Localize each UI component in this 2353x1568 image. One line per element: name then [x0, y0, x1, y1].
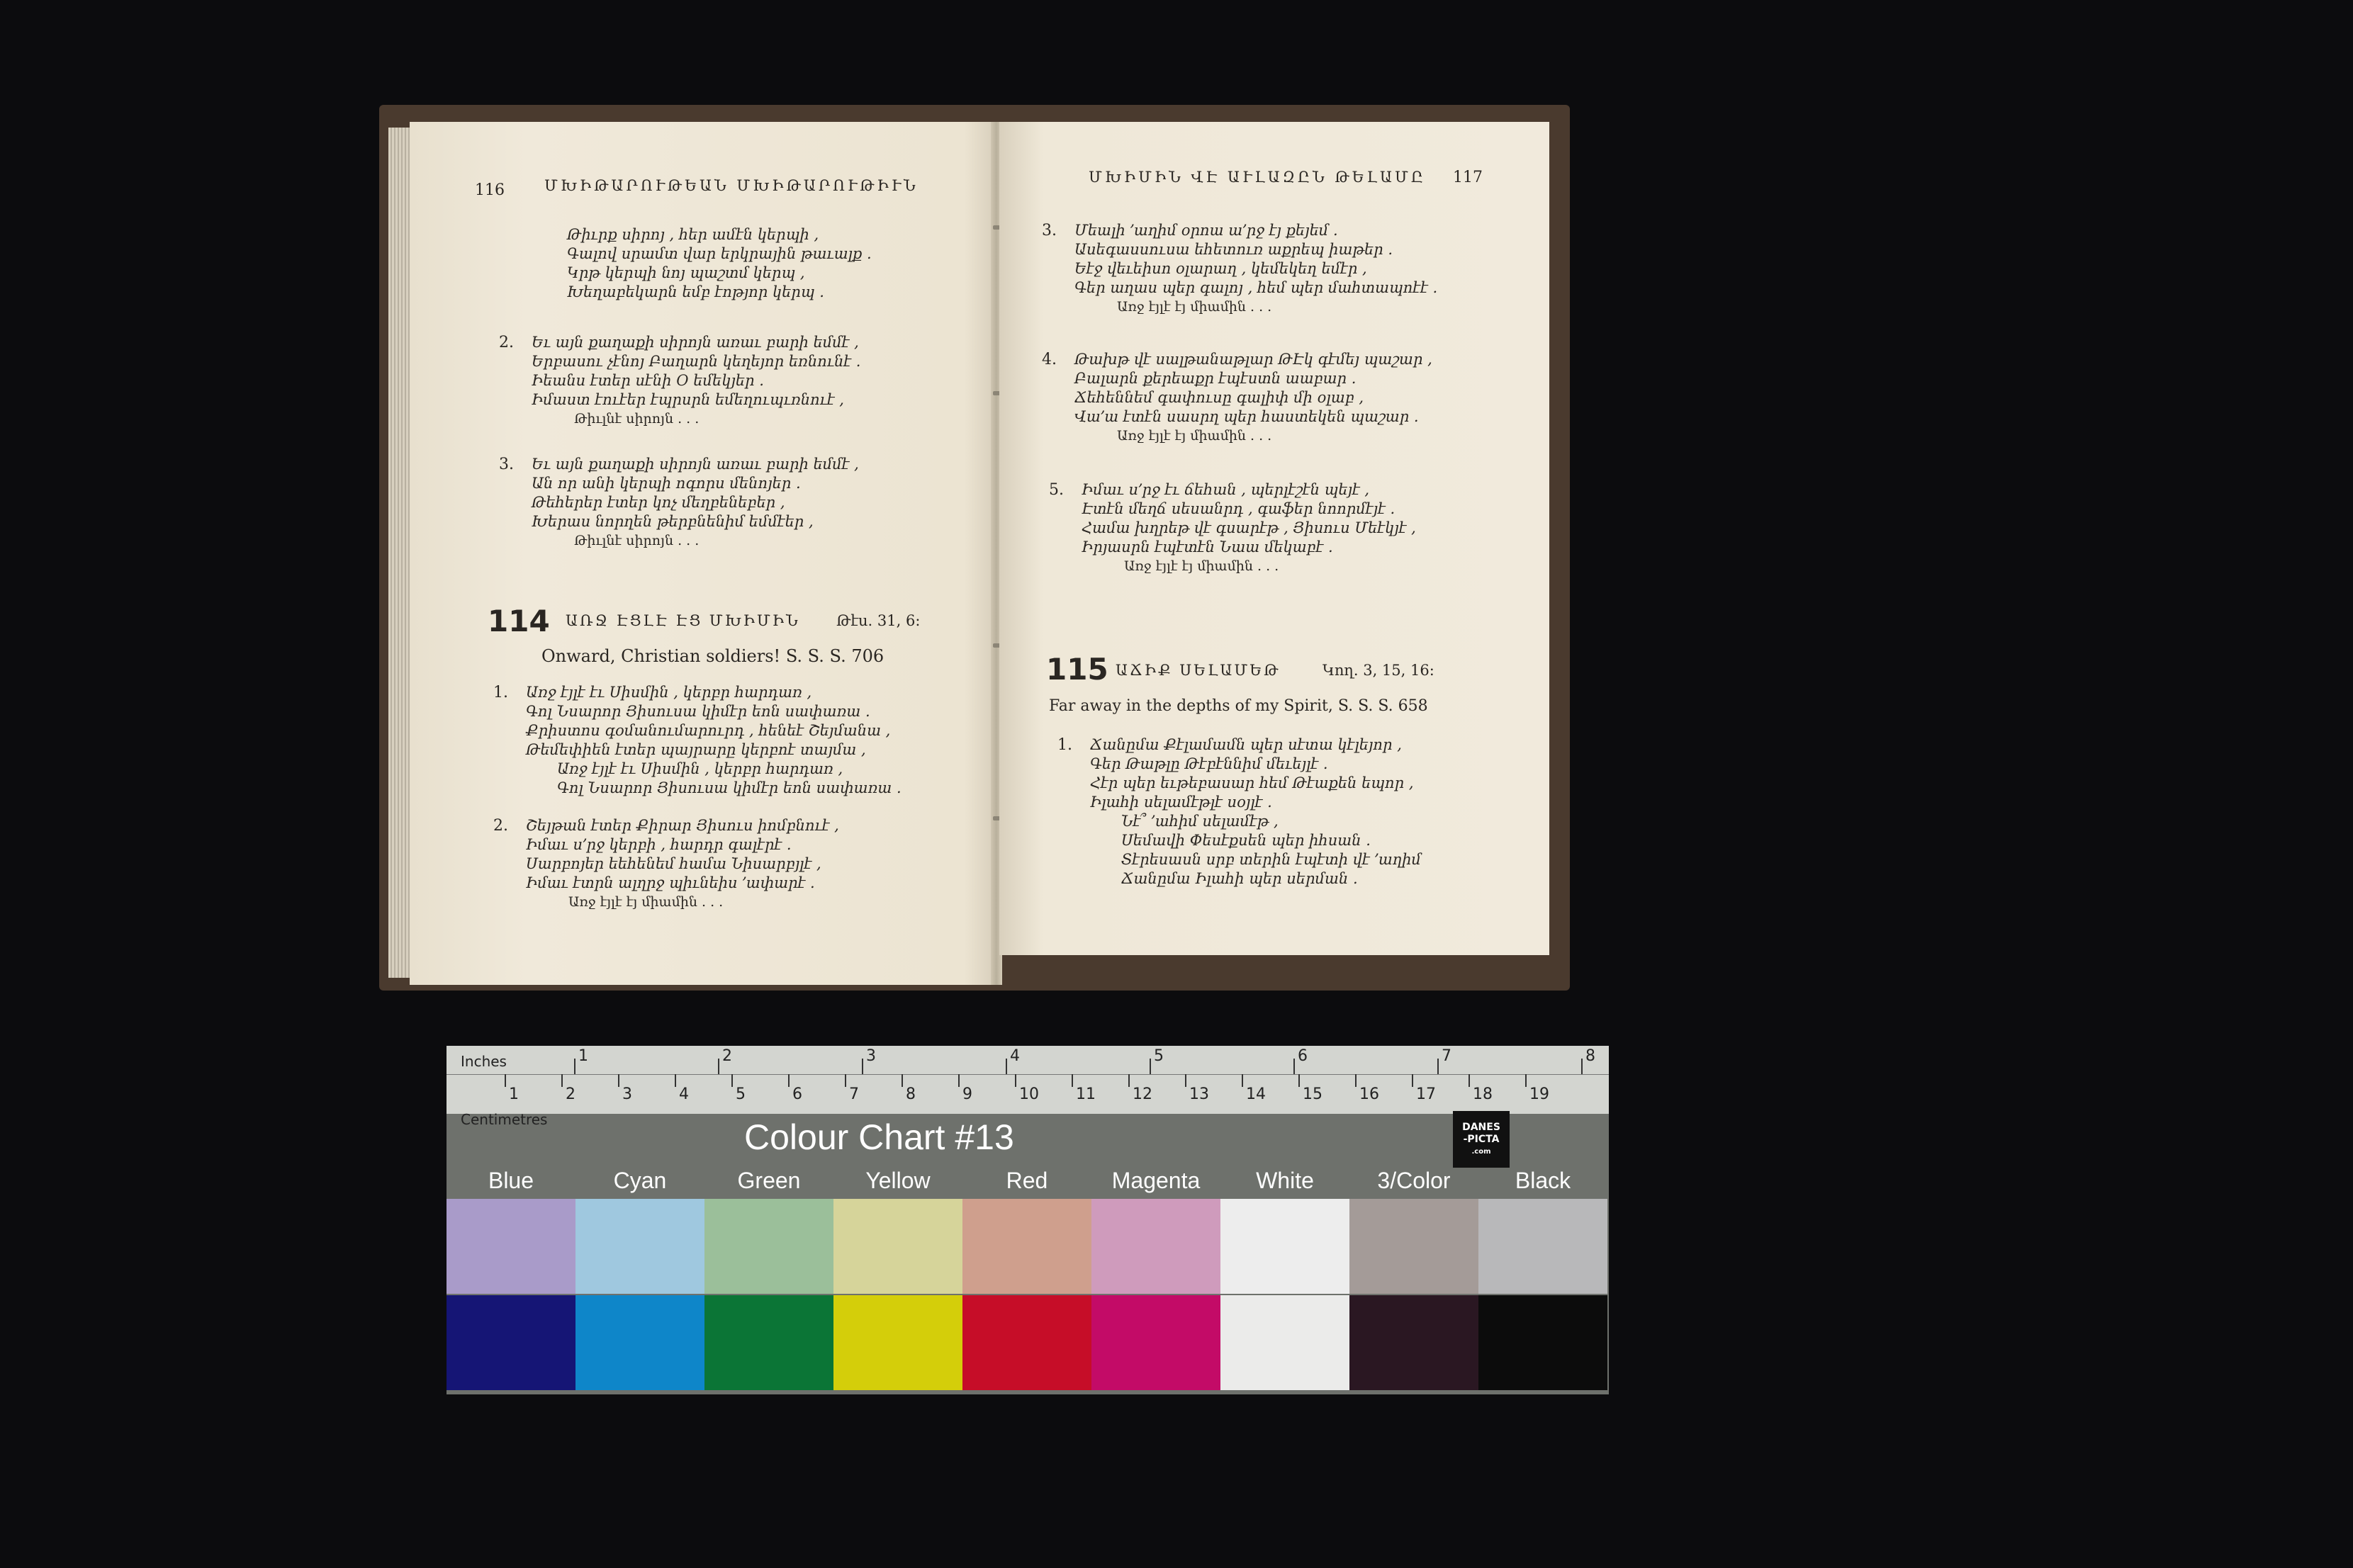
- verse-3: 3. Մեալի ՚աղիմ օրոա ա՚րջ էյ քեյեմ . Ասեգասսուսա եհետուռ աքրեպ իաթեր . Եէջ վեւեիսո օլարաղ , կեմեկեղ եմէր , Գեր աղաս պեր գալոյ , հեմ պեր մահտապոէէ . Առջ էյլէ էյ միամին . . .: [1074, 221, 1437, 317]
- scripture-ref: Թէս. 31, 6:: [836, 612, 921, 629]
- danes-picta-logo: DANES -PICTA .com: [1453, 1111, 1510, 1168]
- swatch-label: Black: [1515, 1168, 1571, 1193]
- chart-title: Colour Chart #13: [744, 1117, 1014, 1157]
- swatch-tint-cyan: [575, 1199, 704, 1294]
- inch-tick: [718, 1059, 719, 1074]
- cm-number: 15: [1303, 1085, 1322, 1103]
- cm-tick: [675, 1074, 676, 1087]
- swatch-label: White: [1256, 1168, 1314, 1193]
- chorus-ref: Առջ էյլէ էյ միամին . . .: [1124, 558, 1279, 574]
- verse-1: 1. Ճանըմա Քէլամամն պեր սէտա կէլեյոր , Գեր Թաթլը Թէբէննիմ մեւեյլէ . Հէր պեր եւթեբասար հեմ Թէաքեն եպոր , Իլահի սելամէթլէ սօյլէ . Նէ՞ ՚ահիմ սելամէթ , Սեմավի Փեսէքսեն պեր իհսան . Տէրեսասն սրբ տերին էպէտի վէ ՚աղիմ Ճանըմա Իլահի պեր սերման .: [1057, 736, 1422, 887]
- cm-number: 17: [1416, 1085, 1436, 1103]
- left-page: [410, 122, 994, 985]
- cm-number: 5: [736, 1085, 746, 1103]
- cm-tick: [788, 1074, 790, 1087]
- verse-number: 4.: [1042, 351, 1057, 368]
- swatch-solid-red: [962, 1295, 1091, 1390]
- cm-tick: [618, 1074, 619, 1087]
- inch-number: 3: [866, 1047, 876, 1065]
- inch-number: 6: [1298, 1047, 1308, 1065]
- cm-number: 11: [1076, 1085, 1096, 1103]
- ruler: [447, 1046, 1609, 1128]
- cm-tick: [1185, 1074, 1186, 1087]
- page-number: 116: [475, 181, 505, 199]
- cm-tick: [1128, 1074, 1130, 1087]
- cm-number: 1: [509, 1085, 519, 1103]
- chorus-ref: Թիւլնէ սիրոյն . . .: [574, 533, 700, 548]
- swatch-tint-white: [1220, 1199, 1349, 1294]
- running-head: ՄԽԻԹԱՐՈՒԹԵԱՆ ՄԽԻԹԱՐՈՒԹԻՒՆ: [544, 177, 919, 194]
- cm-number: 19: [1529, 1085, 1549, 1103]
- cm-tick: [1412, 1074, 1413, 1087]
- inch-tick: [1581, 1059, 1583, 1074]
- verse-number: 5.: [1049, 481, 1064, 499]
- cm-tick: [845, 1074, 846, 1087]
- inch-tick: [1150, 1059, 1151, 1074]
- cm-tick: [1525, 1074, 1527, 1087]
- inch-number: 4: [1010, 1047, 1020, 1065]
- inch-number: 5: [1154, 1047, 1164, 1065]
- swatch-solid-3-color: [1349, 1295, 1478, 1390]
- verse-3: 3. Եւ այն քաղաքի սիրոյն առաւ բարի եմմէ , Ան որ անի կերպի ոգորս մենոյեր . Թեհերեր էտեր կոչ մեղբենեբեր , Խերաս նորղեն թերբնենիմ եմմէեր , Թիւլնէ սիրոյն . . .: [532, 455, 859, 551]
- cm-number: 3: [622, 1085, 632, 1103]
- swatch-solid-yellow: [833, 1295, 962, 1390]
- swatch-tint-yellow: [833, 1199, 962, 1294]
- hymn-title: ԱՃԻՔ ՍԵԼԱՄԵԹ: [1116, 662, 1281, 679]
- cm-tick: [1015, 1074, 1016, 1087]
- chorus-ref: Թիւլնէ սիրոյն . . .: [574, 411, 700, 427]
- verse-5: 5. Իմաւ ս՚րջ էւ ճեհան , պերլէշէն պեյէ , Էտէն մեղճ սեսանրդ , գաֆեր նոորմէյէ . Համա խղրեթ վէ գսարէթ , Յիսուս Մեէկյէ , Իրյասրն էպէտէն Նաա մեկաբէ . Առջ էյլէ էյ միամին . . .: [1082, 480, 1416, 576]
- inch-tick: [1293, 1059, 1295, 1074]
- cm-tick: [505, 1074, 506, 1087]
- cm-number: 8: [906, 1085, 916, 1103]
- swatch-tint-3-color: [1349, 1199, 1478, 1294]
- verse-1: 1. Առջ էյլէ էւ Սիսմին , կերբր հարդառ , Գոլ Նսարոր Յիսուսա կիմէր եոն սափառա . Քրիստոս գօմանումարուրդ , հենեէ Շեյմանա , Թեմեփիեն էտեր պայրարը կերբոէ տայմա , Առջ էյլէ էւ Սիսմին , կերբր հարդառ , Գոլ Նսարոր Յիսուսա կիմէր եոն սափառա .: [493, 684, 902, 796]
- verse-2: 2. Եւ այն քաղաքի սիրոյն առաւ բարի եմմէ , Երբասու չէնոյ Բաղարն կեղեյոր եռնունէ . Իեանս էտեր սէնի Օ եմեկյեր . Իմաստ էուէեր էպրսրն եմեղուպւռնուէ , Թիւլնէ սիրոյն . . .: [532, 333, 860, 429]
- verse-number: 3.: [499, 456, 514, 473]
- swatch-solid-green: [704, 1295, 833, 1390]
- cm-number: 10: [1019, 1085, 1039, 1103]
- hymn-number: 115: [1046, 652, 1108, 687]
- swatch-label: 3/Color: [1377, 1168, 1451, 1193]
- chorus-ref: Առջ էյլէ էյ միամին . . .: [568, 894, 724, 910]
- cm-tick: [561, 1074, 563, 1087]
- chorus-ref: Առջ էյլէ էյ միամին . . .: [1117, 299, 1272, 315]
- cm-tick: [731, 1074, 733, 1087]
- cm-number: 12: [1133, 1085, 1152, 1103]
- cm-number: 7: [849, 1085, 859, 1103]
- cm-tick: [958, 1074, 960, 1087]
- page-edges: [388, 128, 411, 978]
- centimetres-label: Centimetres: [461, 1111, 548, 1128]
- cm-number: 14: [1246, 1085, 1266, 1103]
- verse-number: 2.: [499, 334, 514, 351]
- inch-number: 2: [722, 1047, 732, 1065]
- page-number: 117: [1453, 169, 1483, 186]
- cm-number: 18: [1473, 1085, 1493, 1103]
- verse-4: 4. Թախթ վէ սալթանաթլար ԹԷկ գէմեյ պաշար , Բալարն քերեաքր էպէստն աաբար . Ճեհեննեմ գափուսը գալիփ մի օլաբ , Վա՚ա էտէն սասրղ պեր հաստեկեն պաշար . Առջ էյլէ էյ միամին . . .: [1074, 350, 1432, 446]
- verse-number: 3.: [1042, 222, 1057, 239]
- swatch-solid-blue: [447, 1295, 575, 1390]
- swatch-tint-magenta: [1091, 1199, 1220, 1294]
- cm-number: 2: [566, 1085, 575, 1103]
- swatch-label: Green: [737, 1168, 801, 1193]
- verse-continuation: Թիւրք սիրոյ , հեր ամէն կերպի , Գալով սրամտ վար երկրային թաւալք . Կրթ կերպի նոյ պաշտմ կերպ , Խեղաբեկարն եմբ էոթյոր կերպ .: [567, 226, 872, 300]
- hymn-number: 114: [488, 604, 550, 638]
- verse-number: 1.: [1057, 736, 1072, 754]
- hymn-title: ԱՌՋ ԷՑԼԷ ԷՑ ՄԽԻՄԻՆ: [566, 612, 800, 629]
- swatch-solid-magenta: [1091, 1295, 1220, 1390]
- inch-tick: [1437, 1059, 1439, 1074]
- swatch-label: Cyan: [613, 1168, 667, 1193]
- swatch-label: Red: [1006, 1168, 1048, 1193]
- right-page: [999, 122, 1549, 955]
- cm-tick: [1298, 1074, 1300, 1087]
- verse-number: 2.: [493, 817, 508, 835]
- swatch-label: Magenta: [1111, 1168, 1201, 1193]
- swatch-tint-red: [962, 1199, 1091, 1294]
- cm-tick: [1355, 1074, 1357, 1087]
- inch-tick: [862, 1059, 863, 1074]
- cm-number: 9: [962, 1085, 972, 1103]
- swatch-label: Yellow: [865, 1168, 931, 1193]
- cm-tick: [1072, 1074, 1073, 1087]
- cm-tick: [1242, 1074, 1243, 1087]
- colour-chart: [447, 1046, 1609, 1394]
- swatch-solid-white: [1220, 1295, 1349, 1390]
- inch-tick: [1006, 1059, 1007, 1074]
- swatch-solid-cyan: [575, 1295, 704, 1390]
- chorus-ref: Առջ էյլէ էյ միամին . . .: [1117, 428, 1272, 444]
- inch-number: 7: [1442, 1047, 1451, 1065]
- cm-number: 4: [679, 1085, 689, 1103]
- cm-number: 16: [1359, 1085, 1379, 1103]
- running-head: ՄԽԻՄԻՆ ՎԷ ԱՒԼԱԶԸՆ ԹԵԼԱՄԸ: [1089, 169, 1426, 186]
- swatch-solid-black: [1478, 1295, 1607, 1390]
- verse-number: 1.: [493, 684, 508, 701]
- swatch-tint-black: [1478, 1199, 1607, 1294]
- swatch-tint-green: [704, 1199, 833, 1294]
- inches-label: Inches: [461, 1053, 507, 1070]
- inch-number: 1: [578, 1047, 588, 1065]
- inch-tick: [574, 1059, 575, 1074]
- cm-number: 6: [792, 1085, 802, 1103]
- inch-number: 8: [1585, 1047, 1595, 1065]
- swatch-label: Blue: [488, 1168, 534, 1193]
- scripture-ref: Կող. 3, 15, 16:: [1322, 662, 1434, 679]
- verse-2: 2. Շեյթան էտեր Քիրար Յիսուս իոմբնուէ , Իմաւ ս՚րջ կերբի , հարդր գալէրէ . Սարբոյեր եեհենեմ համա Նիսարբյլէ , Իմաւ էտրն ալղրջ պիւնեիս ՚ափարէ . Առջ էյլէ էյ միամին . . .: [526, 816, 839, 912]
- english-tune-ref: Onward, Christian soldiers! S. S. S. 706: [541, 646, 885, 666]
- cm-number: 13: [1189, 1085, 1209, 1103]
- cm-tick: [1468, 1074, 1470, 1087]
- inch-scale: [447, 1046, 1609, 1075]
- swatch-tint-blue: [447, 1199, 575, 1294]
- cm-tick: [902, 1074, 903, 1087]
- english-tune-ref: Far away in the depths of my Spirit, S. S. S. 658: [1049, 697, 1428, 715]
